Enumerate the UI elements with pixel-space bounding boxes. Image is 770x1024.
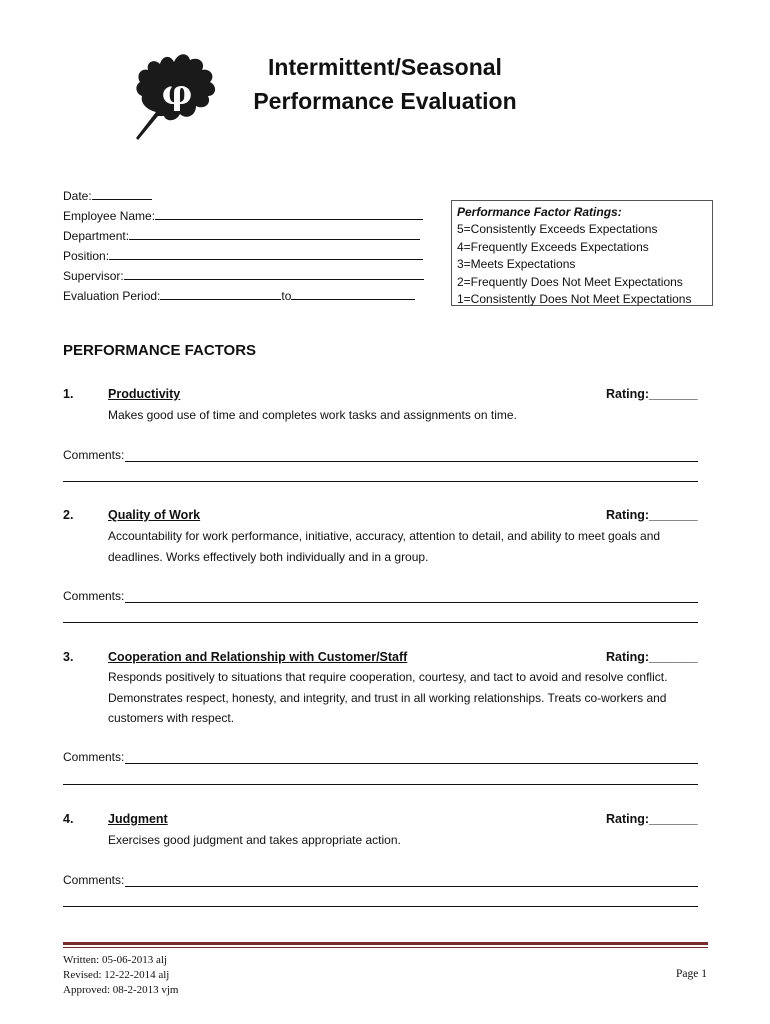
factor-title: Cooperation and Relationship with Customer/Staff	[108, 650, 408, 664]
ratings-legend-box	[451, 200, 713, 306]
page-title-line1: Intermittent/Seasonal	[268, 54, 502, 80]
employee-name-label: Employee Name:	[63, 209, 156, 223]
evaluation-period-field[interactable]	[63, 288, 415, 303]
ratings-legend-item: 2=Frequently Does Not Meet Expectations	[457, 274, 683, 289]
ratings-legend-item: 5=Consistently Exceeds Expectations	[457, 222, 658, 237]
position-label: Position:	[63, 249, 110, 263]
position-field[interactable]	[63, 248, 423, 263]
employee-name-field[interactable]	[63, 208, 423, 223]
evaluation-period-label: Evaluation Period:	[63, 289, 161, 303]
comments-line[interactable]	[63, 481, 698, 482]
comments-field[interactable]	[63, 750, 698, 764]
footer-divider	[63, 942, 708, 945]
comments-line	[125, 751, 698, 764]
page-title-line2: Performance Evaluation	[253, 88, 517, 114]
supervisor-field[interactable]	[63, 268, 424, 283]
svg-text:φ: φ	[161, 73, 193, 113]
factor-title: Judgment	[108, 812, 168, 826]
section-title: PERFORMANCE FACTORS	[63, 342, 257, 359]
ratings-legend-item: 3=Meets Expectations	[457, 257, 576, 272]
comments-line	[125, 874, 698, 887]
comments-label: Comments:	[63, 873, 125, 887]
footer-approved: Approved: 08-2-2013 vjm	[63, 984, 179, 996]
factor-number: 3.	[63, 650, 74, 664]
date-label: Date:	[63, 189, 92, 203]
comments-line	[125, 590, 698, 603]
rating-field[interactable]: Rating:_______	[606, 387, 698, 401]
footer-divider	[63, 947, 708, 948]
footer-written: Written: 05-06-2013 alj	[63, 954, 168, 966]
department-label: Department:	[63, 229, 130, 243]
comments-line[interactable]	[63, 906, 698, 907]
factor-number: 1.	[63, 387, 74, 401]
factor-description: Exercises good judgment and takes appropriate action.	[108, 833, 401, 847]
comments-field[interactable]	[63, 589, 698, 603]
ratings-legend-item: 1=Consistently Does Not Meet Expectations	[457, 292, 692, 307]
factor-number: 4.	[63, 812, 74, 826]
comments-line[interactable]	[63, 784, 698, 785]
factor-description: Responds positively to situations that require cooperation, courtesy, and tact to avoid and resolve conflict. Demonstrates respect, honesty, and integrity, and trust in all working relationships. Treats co-workers and customers with respect.	[108, 670, 668, 725]
department-field[interactable]	[63, 228, 420, 243]
supervisor-line	[124, 268, 424, 280]
date-field[interactable]	[63, 188, 152, 203]
comments-label: Comments:	[63, 750, 125, 764]
ratings-legend-title: Performance Factor Ratings:	[457, 205, 622, 219]
rating-field[interactable]: Rating:_______	[606, 812, 698, 826]
date-line	[92, 188, 152, 200]
factor-title: Quality of Work	[108, 508, 201, 522]
supervisor-label: Supervisor:	[63, 269, 124, 283]
factor-number: 2.	[63, 508, 74, 522]
period-to-label: to	[281, 289, 292, 303]
comments-label: Comments:	[63, 448, 125, 462]
comments-label: Comments:	[63, 589, 125, 603]
ratings-legend-item: 4=Frequently Exceeds Expectations	[457, 239, 649, 254]
comments-line	[125, 449, 698, 462]
comments-field[interactable]	[63, 448, 698, 462]
comments-field[interactable]	[63, 873, 698, 887]
period-start-line	[160, 288, 281, 300]
rating-field[interactable]: Rating:_______	[606, 650, 698, 664]
period-end-line	[291, 288, 415, 300]
department-line	[129, 228, 420, 240]
employee-name-line	[155, 208, 423, 220]
comments-line[interactable]	[63, 622, 698, 623]
position-line	[109, 248, 423, 260]
page-number: Page 1	[676, 968, 707, 980]
rating-field[interactable]: Rating:_______	[606, 508, 698, 522]
factor-description: Accountability for work performance, initiative, accuracy, attention to detail, and ability to meet goals and deadlines. Works effectively both individually and in a group.	[108, 529, 661, 564]
factor-title: Productivity	[108, 387, 181, 401]
footer-revised: Revised: 12-22-2014 alj	[63, 969, 170, 981]
factor-description: Makes good use of time and completes work tasks and assignments on time.	[108, 408, 517, 422]
